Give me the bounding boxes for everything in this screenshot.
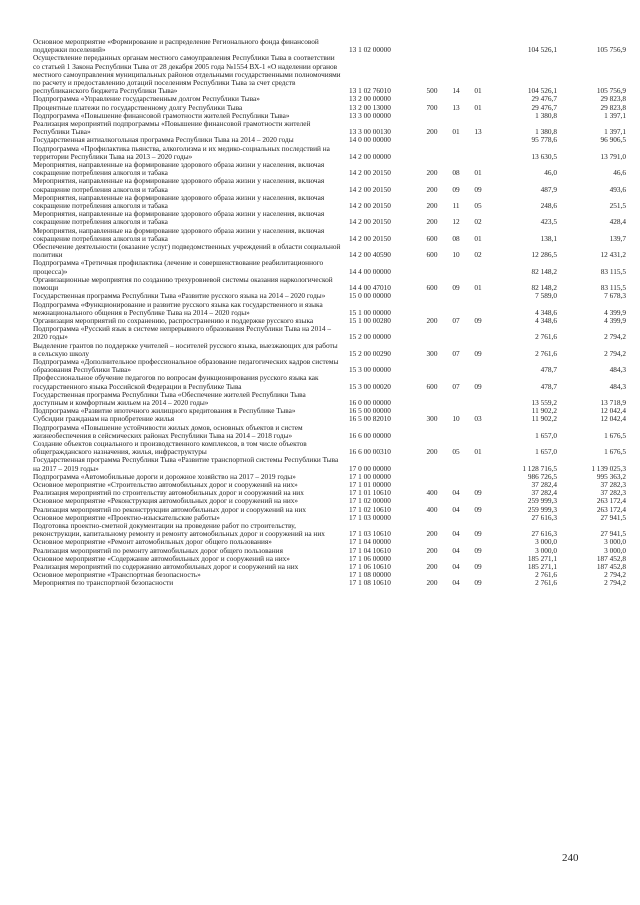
row-name: Реализация мероприятий по строительству автомобильных дорог и сооружений на них <box>33 488 304 498</box>
row-name: Государственная антиалкогольная программа Республики Тыва на 2014 – 2020 годы <box>33 135 294 145</box>
table-row <box>33 342 626 358</box>
row-subsection: 09 <box>474 381 482 391</box>
table-row <box>33 301 626 317</box>
row-section <box>445 473 467 481</box>
row-amount-year2: 27 941,5 <box>600 512 626 522</box>
row-name: Государственная программа Республики Тыва «Развитие русского языка на 2014 – 2020 годы» <box>33 291 326 301</box>
row-section: 08 <box>452 233 460 243</box>
row-name: Мероприятия, направленные на формирование здорового образа жизни у населения, включая сокращение потребления алкоголя и табака <box>33 209 325 227</box>
row-section: 14 <box>452 86 460 96</box>
row-section: 09 <box>452 184 460 194</box>
row-section <box>445 424 467 440</box>
table-row <box>33 120 626 136</box>
row-expense-type <box>419 514 445 522</box>
table-row <box>33 276 626 292</box>
table-row <box>33 522 626 538</box>
row-subsection <box>467 456 489 472</box>
row-name: Мероприятия, направленные на формирование здорового образа жизни у населения, включая сокращение потребления алкоголя и табака <box>33 192 325 211</box>
row-name: Процентные платежи по государственному долгу Республики Тыва <box>33 102 243 112</box>
row-expense-type: 700 <box>426 102 438 112</box>
row-amount-year2: 105 756,9 <box>596 86 626 96</box>
page-number: 240 <box>562 852 579 864</box>
row-name: Субсидии гражданам на приобретение жилья <box>33 414 175 424</box>
row-name: Подпрограмма «Профилактика пьянства, алкоголизма и их медико-социальных последствий на территории Республики Тыва на 2013 – 2020 годы» <box>33 143 330 161</box>
row-target-code: 13 1 02 76010 <box>349 86 391 96</box>
row-target-code: 15 1 00 00280 <box>349 315 391 325</box>
row-amount-year2: 2 794,2 <box>604 578 626 588</box>
row-amount-year2: 484,3 <box>609 381 626 391</box>
row-expense-type: 200 <box>426 529 438 539</box>
row-name: Подпрограмма «Повышение устойчивости жилых домов, основных объектов и систем жизнеобеспечения в сейсмических районах Республики Тыва на 2014 – 2018 годы» <box>33 422 303 440</box>
row-amount-year1: 1 380,8 <box>535 127 557 137</box>
row-expense-type <box>419 358 445 374</box>
row-expense-type: 600 <box>426 381 438 391</box>
row-target-code: 17 1 08 00000 <box>349 570 391 580</box>
row-amount-year2: 29 823,8 <box>600 102 626 112</box>
row-target-code: 17 0 00 00000 <box>349 463 391 473</box>
row-amount-year1: 1 128 716,5 <box>522 463 557 473</box>
row-amount-year1: 29 476,7 <box>531 94 557 104</box>
row-target-code: 15 1 00 00000 <box>349 307 391 317</box>
row-subsection: 02 <box>474 250 482 260</box>
table-row <box>33 210 626 226</box>
table-row <box>33 374 626 390</box>
row-section <box>445 112 467 120</box>
row-subsection: 01 <box>474 102 482 112</box>
row-expense-type <box>419 391 445 407</box>
row-subsection: 01 <box>474 283 482 293</box>
row-expense-type: 500 <box>426 86 438 96</box>
row-name: Подпрограмма «Повышение финансовой грамотности жителей Республики Тыва» <box>33 110 290 120</box>
row-expense-type: 600 <box>426 233 438 243</box>
row-amount-year2: 187 452,8 <box>596 562 626 571</box>
row-name: Подпрограмма «Русский язык в системе непрерывного образования Республики Тыва на 2014 – 2020 годы» <box>33 324 331 342</box>
row-amount-year1: 27 616,3 <box>531 529 557 539</box>
row-target-code: 13 2 00 13000 <box>349 102 391 112</box>
row-amount-year2: 13 791,0 <box>600 151 626 161</box>
row-amount-year1: 2 761,6 <box>535 570 557 580</box>
row-amount-year1: 3 000,0 <box>535 545 557 555</box>
row-amount-year1: 12 286,5 <box>531 250 557 260</box>
row-amount-year2: 263 172,4 <box>596 504 626 514</box>
row-amount-year1: 4 348,6 <box>535 315 557 325</box>
row-subsection <box>467 136 489 144</box>
row-amount-year2: 105 756,9 <box>596 45 626 55</box>
row-subsection: 01 <box>474 233 482 243</box>
row-subsection <box>467 112 489 120</box>
row-expense-type: 200 <box>426 578 438 588</box>
row-subsection: 09 <box>474 504 482 514</box>
row-target-code: 13 1 02 00000 <box>349 45 391 55</box>
table-row <box>33 391 626 407</box>
row-name: Реализация мероприятий по ремонту автомобильных дорог общего пользования <box>33 545 283 555</box>
row-expense-type <box>419 424 445 440</box>
row-expense-type <box>419 301 445 317</box>
table-row <box>33 358 626 374</box>
row-expense-type: 400 <box>426 488 438 498</box>
row-section <box>445 456 467 472</box>
row-target-code: 17 1 00 00000 <box>349 471 391 481</box>
row-amount-year1: 478,7 <box>540 365 557 375</box>
table-row <box>33 456 626 472</box>
row-amount-year1: 95 778,6 <box>531 135 557 145</box>
table-row <box>33 177 626 193</box>
row-target-code: 17 1 02 00000 <box>349 496 391 506</box>
row-amount-year2: 1 397,1 <box>604 110 626 120</box>
row-amount-year2: 12 042,4 <box>600 406 626 416</box>
row-name: Реализация мероприятий по реконструкции автомобильных дорог и сооружений на них <box>33 504 307 514</box>
row-expense-type: 200 <box>426 201 438 211</box>
row-amount-year2: 1 676,5 <box>604 447 626 457</box>
row-amount-year1: 1 657,0 <box>535 430 557 440</box>
row-amount-year1: 13 630,5 <box>531 151 557 161</box>
row-amount-year2: 139,7 <box>609 233 626 243</box>
row-amount-year2: 96 906,5 <box>600 135 626 145</box>
row-amount-year1: 185 271,1 <box>527 562 557 571</box>
row-expense-type: 200 <box>426 315 438 325</box>
row-target-code: 16 6 00 00310 <box>349 447 391 457</box>
row-amount-year1: 82 148,2 <box>531 283 557 293</box>
row-amount-year2: 251,5 <box>609 201 626 211</box>
row-amount-year1: 104 526,1 <box>527 86 557 96</box>
row-subsection: 02 <box>474 217 482 227</box>
row-expense-type <box>419 112 445 120</box>
row-name: Обеспечение деятельности (оказание услуг) подведомственных учреждений в области социальной политики <box>33 242 341 260</box>
row-name: Мероприятия, направленные на формирование здорового образа жизни у населения, включая сокращение потребления алкоголя и табака <box>33 225 325 243</box>
row-subsection: 13 <box>474 127 482 137</box>
row-target-code: 16 5 00 82010 <box>349 414 391 424</box>
row-amount-year2: 4 399,9 <box>604 307 626 317</box>
row-target-code: 14 2 00 00000 <box>349 151 391 161</box>
row-subsection <box>467 145 489 161</box>
row-section: 11 <box>452 201 460 211</box>
row-target-code: 13 3 00 00000 <box>349 110 391 120</box>
row-amount-year2: 1 397,1 <box>604 127 626 137</box>
row-expense-type: 300 <box>426 414 438 424</box>
row-amount-year1: 37 282,4 <box>531 479 557 489</box>
row-section: 07 <box>452 381 460 391</box>
row-target-code: 13 3 00 00130 <box>349 127 391 137</box>
row-subsection: 01 <box>474 447 482 457</box>
row-subsection <box>467 259 489 275</box>
row-name: Создание объектов социального и производственного комплексов, в том числе объектов общегражданского назначения, жилья, инфраструктуры <box>33 438 307 457</box>
row-expense-type: 200 <box>426 562 438 571</box>
row-target-code: 14 4 00 47010 <box>349 283 391 293</box>
row-amount-year1: 82 148,2 <box>531 266 557 276</box>
row-target-code: 15 2 00 00290 <box>349 348 391 358</box>
table-row <box>33 145 626 161</box>
row-amount-year1: 259 999,3 <box>527 504 557 514</box>
row-section: 07 <box>452 315 460 325</box>
row-section: 04 <box>452 545 460 555</box>
row-section <box>445 514 467 522</box>
row-amount-year2: 187 452,8 <box>596 553 626 563</box>
row-amount-year2: 83 115,5 <box>600 266 626 276</box>
row-amount-year2: 2 794,2 <box>604 570 626 580</box>
row-expense-type <box>419 145 445 161</box>
row-target-code: 17 1 04 00000 <box>349 537 391 547</box>
row-name: Подготовка проектно-сметной документации на проведение работ по строительству, реконструкции, капитальному ремонту и ремонту автомобильных дорог и сооружений на них <box>33 520 325 539</box>
row-subsection: 09 <box>474 348 482 358</box>
row-subsection <box>467 424 489 440</box>
row-amount-year1: 7 589,0 <box>535 291 557 301</box>
row-name: Выделение грантов по поддержке учителей – носителей русского языка, выезжающих для работы в сельскую школу <box>33 340 338 358</box>
row-target-code: 16 5 00 00000 <box>349 406 391 416</box>
row-amount-year1: 1 657,0 <box>535 447 557 457</box>
row-target-code: 16 6 00 00000 <box>349 430 391 440</box>
row-name: Подпрограмма «Развитие ипотечного жилищного кредитования в Республике Тыва» <box>33 406 296 416</box>
row-amount-year2: 428,4 <box>609 217 626 227</box>
row-amount-year2: 2 794,2 <box>604 348 626 358</box>
row-amount-year2: 2 794,2 <box>604 332 626 342</box>
row-name: Основное мероприятие «Реконструкция автомобильных дорог и сооружений на них» <box>33 496 299 506</box>
row-name: Мероприятия, направленные на формирование здорового образа жизни у населения, включая сокращение потребления алкоголя и табака <box>33 160 325 178</box>
table-row <box>33 194 626 210</box>
row-amount-year1: 11 902,2 <box>531 414 557 424</box>
row-expense-type <box>419 259 445 275</box>
row-expense-type <box>419 292 445 300</box>
row-expense-type: 200 <box>426 545 438 555</box>
row-target-code: 14 2 00 20150 <box>349 217 391 227</box>
row-amount-year1: 185 271,1 <box>527 553 557 563</box>
row-amount-year1: 2 761,6 <box>535 578 557 588</box>
row-name: Реализация мероприятий подпрограммы «Повышение финансовой грамотности жителей Республики Тыва» <box>33 119 311 137</box>
row-expense-type: 200 <box>426 168 438 178</box>
row-section <box>445 38 467 54</box>
row-subsection: 01 <box>474 168 482 178</box>
row-subsection <box>467 473 489 481</box>
table-row <box>33 227 626 243</box>
row-target-code: 13 2 00 00000 <box>349 94 391 104</box>
row-subsection: 09 <box>474 562 482 571</box>
row-amount-year2: 1 676,5 <box>604 430 626 440</box>
row-name: Основное мероприятие «Транспортная безопасность» <box>33 570 201 580</box>
row-amount-year1: 37 282,4 <box>531 488 557 498</box>
row-target-code: 15 0 00 00000 <box>349 291 391 301</box>
row-target-code: 17 1 01 10610 <box>349 488 391 498</box>
row-section: 12 <box>452 217 460 227</box>
row-section <box>445 136 467 144</box>
row-section: 10 <box>452 414 460 424</box>
row-name: Государственная программа Республики Тыва «Развитие транспортной системы Республики Тыва на 2017 – 2019 годы» <box>33 455 339 473</box>
row-section: 04 <box>452 504 460 514</box>
row-expense-type <box>419 473 445 481</box>
row-amount-year1: 29 476,7 <box>531 102 557 112</box>
row-amount-year1: 2 761,6 <box>535 332 557 342</box>
row-amount-year1: 1 380,8 <box>535 110 557 120</box>
row-amount-year1: 487,9 <box>540 184 557 194</box>
row-subsection: 09 <box>474 545 482 555</box>
row-name: Подпрограмма «Автомобильные дороги и дорожное хозяйство на 2017 – 2019 годы» <box>33 471 296 481</box>
row-name: Подпрограмма «Управление государственным долгом Республики Тыва» <box>33 94 260 104</box>
row-target-code: 15 2 00 00000 <box>349 332 391 342</box>
table-row <box>33 259 626 275</box>
row-subsection: 09 <box>474 488 482 498</box>
table-row <box>33 161 626 177</box>
row-amount-year1: 13 559,2 <box>531 397 557 407</box>
row-name: Основное мероприятие «Проектно-изыскательские работы» <box>33 512 220 522</box>
budget-table <box>33 38 626 588</box>
budget-table-body <box>33 38 626 588</box>
row-section: 13 <box>452 102 460 112</box>
row-name: Основное мероприятие «Содержание автомобильных дорог и сооружений на них» <box>33 553 290 563</box>
row-amount-year2: 995 363,2 <box>596 471 626 481</box>
row-expense-type: 300 <box>426 348 438 358</box>
row-target-code: 17 1 01 00000 <box>349 479 391 489</box>
row-section: 04 <box>452 529 460 539</box>
row-section <box>445 358 467 374</box>
row-amount-year2: 484,3 <box>609 365 626 375</box>
table-row <box>33 38 626 54</box>
row-amount-year2: 46,6 <box>613 168 626 178</box>
row-target-code: 14 2 00 40590 <box>349 250 391 260</box>
row-target-code: 14 2 00 20150 <box>349 168 391 178</box>
row-name: Организационные мероприятия по созданию трехуровневой системы оказания наркологической помощи <box>33 274 333 293</box>
row-subsection: 01 <box>474 86 482 96</box>
row-amount-year1: 3 000,0 <box>535 537 557 547</box>
row-amount-year1: 248,6 <box>540 201 557 211</box>
row-target-code: 17 1 04 10610 <box>349 545 391 555</box>
row-section <box>445 145 467 161</box>
row-amount-year2: 7 678,3 <box>604 291 626 301</box>
row-name: Подпрограмма «Третичная профилактика (лечение и совершенствование реабилитационного процесса)» <box>33 258 324 276</box>
row-target-code: 14 4 00 00000 <box>349 266 391 276</box>
row-section <box>445 292 467 300</box>
row-subsection: 09 <box>474 578 482 588</box>
row-target-code: 14 2 00 20150 <box>349 201 391 211</box>
row-target-code: 14 2 00 20150 <box>349 233 391 243</box>
table-row <box>33 54 626 95</box>
row-amount-year1: 138,1 <box>540 233 557 243</box>
row-section <box>445 301 467 317</box>
row-amount-year2: 12 431,2 <box>600 250 626 260</box>
row-expense-type: 400 <box>426 504 438 514</box>
row-expense-type <box>419 325 445 341</box>
row-name: Профессиональное обучение педагогов по вопросам функционирования русского языка как государственного языка Российской Федерации в Республике Тыва <box>33 373 319 391</box>
row-section: 04 <box>452 562 460 571</box>
row-name: Осуществление переданных органам местного самоуправления Республики Тыва в соответствии со статьей 1 Закона Республики Тыва от 28 декабря 2005 года №1554 ВХ-1 «О наделении органов местного самоуправления муниципальных районов отдельными государственными полномочиями по расчету и предоставлению дотаций поселениям Республики Тыва за счет средств республиканского бюджета Республики Тыва» <box>33 53 341 96</box>
row-section: 07 <box>452 348 460 358</box>
row-expense-type: 200 <box>426 184 438 194</box>
row-name: Основное мероприятие «Формирование и распределение Регионального фонда финансовой поддержки поселений» <box>33 37 319 55</box>
row-expense-type: 200 <box>426 127 438 137</box>
row-subsection <box>467 391 489 407</box>
row-section: 10 <box>452 250 460 260</box>
row-name: Мероприятия, направленные на формирование здорового образа жизни у населения, включая сокращение потребления алкоголя и табака <box>33 176 325 194</box>
row-amount-year2: 37 282,3 <box>600 479 626 489</box>
row-amount-year2: 37 282,3 <box>600 488 626 498</box>
table-row <box>33 579 626 587</box>
row-subsection <box>467 292 489 300</box>
row-subsection <box>467 301 489 317</box>
row-name: Реализация мероприятий по содержанию автомобильных дорог и сооружений на них <box>33 562 299 571</box>
row-section <box>445 259 467 275</box>
row-name: Государственная программа Республики Тыва «Обеспечение жителей Республики Тыва доступным и комфортным жильем на 2014 – 2020 годы» <box>33 389 306 407</box>
row-section: 08 <box>452 168 460 178</box>
row-section: 05 <box>452 447 460 457</box>
table-row <box>33 424 626 440</box>
row-target-code: 17 1 03 10610 <box>349 529 391 539</box>
row-amount-year1: 46,0 <box>544 168 557 178</box>
row-amount-year2: 263 172,4 <box>596 496 626 506</box>
row-name: Подпрограмма «Дополнительное профессиональное образование педагогических кадров системы образования Республики Тыва» <box>33 356 339 375</box>
row-name: Основное мероприятие «Строительство автомобильных дорог и сооружений на них» <box>33 479 298 489</box>
row-expense-type: 600 <box>426 283 438 293</box>
row-section: 04 <box>452 578 460 588</box>
row-subsection <box>467 514 489 522</box>
row-amount-year2: 3 000,0 <box>604 537 626 547</box>
row-amount-year2: 1 139 025,3 <box>591 463 626 473</box>
row-amount-year1: 27 616,3 <box>531 512 557 522</box>
row-subsection: 05 <box>474 201 482 211</box>
row-subsection: 09 <box>474 184 482 194</box>
row-subsection: 03 <box>474 414 482 424</box>
row-target-code: 17 1 03 00000 <box>349 512 391 522</box>
row-target-code: 16 0 00 00000 <box>349 397 391 407</box>
row-amount-year1: 478,7 <box>540 381 557 391</box>
row-amount-year2: 3 000,0 <box>604 545 626 555</box>
row-name: Организация мероприятий по сохранению, распространению и поддержке русского языка <box>33 315 314 325</box>
row-name: Основное мероприятие «Ремонт автомобильных дорог общего пользования» <box>33 537 272 547</box>
row-amount-year1: 423,5 <box>540 217 557 227</box>
table-row <box>33 243 626 259</box>
row-amount-year2: 13 718,9 <box>600 397 626 407</box>
row-subsection: 09 <box>474 529 482 539</box>
row-expense-type: 600 <box>426 250 438 260</box>
row-amount-year1: 104 526,1 <box>527 45 557 55</box>
row-expense-type: 200 <box>426 217 438 227</box>
row-subsection <box>467 325 489 341</box>
row-subsection <box>467 358 489 374</box>
row-amount-year2: 27 941,5 <box>600 529 626 539</box>
row-amount-year1: 4 348,6 <box>535 307 557 317</box>
row-amount-year2: 29 823,8 <box>600 94 626 104</box>
row-subsection: 09 <box>474 315 482 325</box>
row-name: Мероприятия по транспортной безопасности <box>33 578 174 588</box>
row-expense-type: 200 <box>426 447 438 457</box>
row-section: 09 <box>452 283 460 293</box>
row-target-code: 14 2 00 20150 <box>349 184 391 194</box>
row-target-code: 17 1 08 10610 <box>349 578 391 588</box>
row-amount-year1: 986 726,5 <box>527 471 557 481</box>
row-target-code: 17 1 06 00000 <box>349 553 391 563</box>
row-amount-year2: 83 115,5 <box>600 283 626 293</box>
row-expense-type <box>419 136 445 144</box>
row-amount-year1: 11 902,2 <box>531 406 557 416</box>
row-target-code: 14 0 00 00000 <box>349 135 391 145</box>
row-section: 01 <box>452 127 460 137</box>
row-amount-year2: 12 042,4 <box>600 414 626 424</box>
row-subsection <box>467 38 489 54</box>
row-target-code: 15 3 00 00000 <box>349 365 391 375</box>
row-section <box>445 391 467 407</box>
row-target-code: 17 1 06 10610 <box>349 562 391 571</box>
table-row <box>33 325 626 341</box>
row-target-code: 17 1 02 10610 <box>349 504 391 514</box>
table-row <box>33 440 626 456</box>
row-target-code: 15 3 00 00020 <box>349 381 391 391</box>
row-section: 04 <box>452 488 460 498</box>
row-name: Подпрограмма «Функционирование и развитие русского языка как государственного и языка межнационального общения в Республике Тыва на 2014 – 2020 годы» <box>33 299 323 317</box>
row-amount-year2: 493,6 <box>609 184 626 194</box>
row-amount-year1: 2 761,6 <box>535 348 557 358</box>
row-section <box>445 325 467 341</box>
row-expense-type <box>419 456 445 472</box>
row-amount-year1: 259 999,3 <box>527 496 557 506</box>
row-amount-year2: 4 399,9 <box>604 315 626 325</box>
row-expense-type <box>419 38 445 54</box>
